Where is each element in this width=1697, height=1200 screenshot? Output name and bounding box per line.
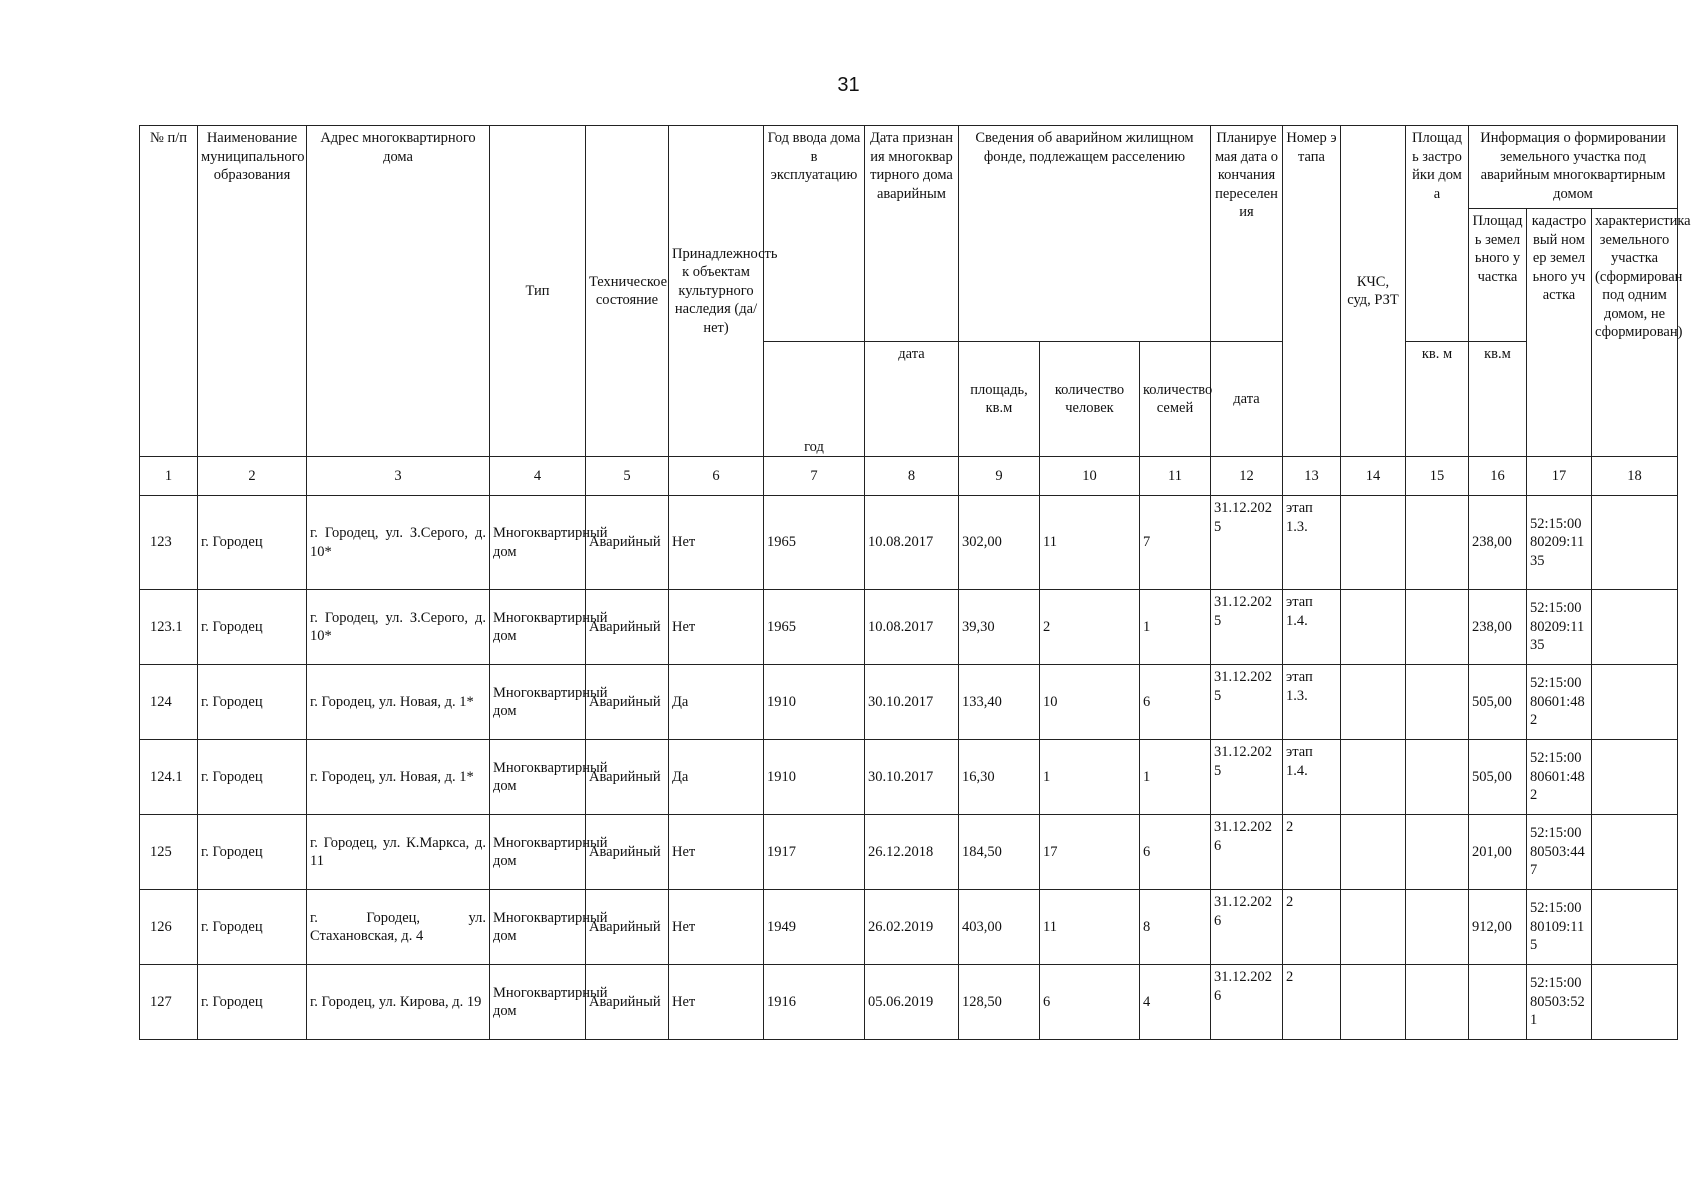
date-recognized-cell: 26.12.2018 — [865, 815, 959, 890]
address-cell: г. Городец, ул. К.Маркса, д. 11 — [307, 815, 490, 890]
column-number: 7 — [764, 457, 865, 496]
planned-date-cell: 31.12.2026 — [1211, 815, 1283, 890]
address-cell: г. Городец, ул. Кирова, д. 19 — [307, 965, 490, 1040]
table-row — [140, 890, 1678, 965]
land-characteristic-cell — [1592, 815, 1678, 890]
land-area-cell: 238,00 — [1469, 590, 1527, 665]
column-number: 6 — [669, 457, 764, 496]
table-row — [140, 665, 1678, 740]
kchs-cell — [1341, 815, 1406, 890]
header-kchs: КЧС, суд, РЗТ — [1341, 126, 1406, 457]
municipality-cell: г. Городец — [198, 965, 307, 1040]
year-cell: 1910 — [764, 740, 865, 815]
year-cell: 1965 — [764, 590, 865, 665]
municipality-cell: г. Городец — [198, 496, 307, 590]
type-cell: Многоквартирный дом — [490, 665, 586, 740]
row-number: 123.1 — [140, 590, 198, 665]
land-characteristic-cell — [1592, 740, 1678, 815]
row-number: 124 — [140, 665, 198, 740]
municipality-cell: г. Городец — [198, 815, 307, 890]
column-number: 4 — [490, 457, 586, 496]
emergency-housing-table — [139, 125, 1691, 1040]
cadastral-number-cell: 52:15:0080209:1135 — [1527, 496, 1592, 590]
address-cell: г. Городец, ул. З.Серого, д. 10* — [307, 496, 490, 590]
cadastral-number-cell: 52:15:0080601:482 — [1527, 665, 1592, 740]
families-cell: 7 — [1140, 496, 1211, 590]
families-cell: 8 — [1140, 890, 1211, 965]
header-people-count: количество человек — [1040, 342, 1140, 457]
stage-cell: этап 1.3. — [1283, 496, 1341, 590]
families-cell: 4 — [1140, 965, 1211, 1040]
people-cell: 10 — [1040, 665, 1140, 740]
row-number: 127 — [140, 965, 198, 1040]
column-number: 12 — [1211, 457, 1283, 496]
heritage-cell: Нет — [669, 590, 764, 665]
column-number: 13 — [1283, 457, 1341, 496]
column-number: 8 — [865, 457, 959, 496]
land-characteristic-cell — [1592, 890, 1678, 965]
stage-cell: этап 1.3. — [1283, 665, 1341, 740]
area-cell: 302,00 — [959, 496, 1040, 590]
condition-cell: Аварийный — [586, 815, 669, 890]
page-number: 31 — [837, 74, 860, 96]
kchs-cell — [1341, 965, 1406, 1040]
header-land-characteristic: характеристика земельного участка (сформирован под одним домом, не сформирован) — [1592, 209, 1678, 457]
condition-cell: Аварийный — [586, 590, 669, 665]
building-area-cell — [1406, 590, 1469, 665]
planned-date-cell: 31.12.2026 — [1211, 890, 1283, 965]
cadastral-number-cell: 52:15:0080209:1135 — [1527, 590, 1592, 665]
year-cell: 1949 — [764, 890, 865, 965]
table-row — [140, 740, 1678, 815]
land-characteristic-cell — [1592, 590, 1678, 665]
header-municipality: Наименование муниципального образования — [198, 126, 307, 457]
header-date-recognized: Дата признания многоквартирного дома аварийным — [865, 126, 959, 342]
land-area-cell: 238,00 — [1469, 496, 1527, 590]
type-cell: Многоквартирный дом — [490, 965, 586, 1040]
land-area-cell: 912,00 — [1469, 890, 1527, 965]
header-family-count: количество семей — [1140, 342, 1211, 457]
column-number: 5 — [586, 457, 669, 496]
area-cell: 184,50 — [959, 815, 1040, 890]
type-cell: Многоквартирный дом — [490, 590, 586, 665]
people-cell: 11 — [1040, 890, 1140, 965]
column-number: 14 — [1341, 457, 1406, 496]
land-area-cell — [1469, 965, 1527, 1040]
column-number: 9 — [959, 457, 1040, 496]
year-cell: 1965 — [764, 496, 865, 590]
families-cell: 1 — [1140, 740, 1211, 815]
year-cell: 1917 — [764, 815, 865, 890]
condition-cell: Аварийный — [586, 740, 669, 815]
year-cell: 1910 — [764, 665, 865, 740]
header-year-commissioned: Год ввода дома в эксплуатацию — [764, 126, 865, 342]
land-area-cell: 201,00 — [1469, 815, 1527, 890]
table-row — [140, 496, 1678, 590]
header-emergency-fund-info: Сведения об аварийном жилищном фонде, подлежащем расселению — [959, 126, 1211, 342]
header-no: № п/п — [140, 126, 198, 457]
kchs-cell — [1341, 665, 1406, 740]
area-cell: 403,00 — [959, 890, 1040, 965]
type-cell: Многоквартирный дом — [490, 740, 586, 815]
planned-date-cell: 31.12.2025 — [1211, 665, 1283, 740]
cadastral-number-cell: 52:15:0080503:521 — [1527, 965, 1592, 1040]
type-cell: Многоквартирный дом — [490, 496, 586, 590]
kchs-cell — [1341, 496, 1406, 590]
type-cell: Многоквартирный дом — [490, 890, 586, 965]
stage-cell: этап 1.4. — [1283, 740, 1341, 815]
date-recognized-cell: 30.10.2017 — [865, 665, 959, 740]
date-recognized-cell: 26.02.2019 — [865, 890, 959, 965]
building-area-cell — [1406, 496, 1469, 590]
municipality-cell: г. Городец — [198, 665, 307, 740]
condition-cell: Аварийный — [586, 965, 669, 1040]
land-area-cell: 505,00 — [1469, 665, 1527, 740]
column-number: 10 — [1040, 457, 1140, 496]
header-planned-date: Планируемая дата окончания переселения — [1211, 126, 1283, 342]
header-land-plot-info: Информация о формировании земельного участка под аварийным многоквартирным домом — [1469, 126, 1678, 209]
table-row — [140, 965, 1678, 1040]
column-number: 16 — [1469, 457, 1527, 496]
header-date-unit: дата — [865, 342, 959, 457]
kchs-cell — [1341, 590, 1406, 665]
header-land-area: Площадь земельного участка — [1469, 209, 1527, 342]
planned-date-cell: 31.12.2026 — [1211, 965, 1283, 1040]
address-cell: г. Городец, ул. З.Серого, д. 10* — [307, 590, 490, 665]
column-number: 3 — [307, 457, 490, 496]
header-land-area-unit: кв.м — [1469, 342, 1527, 457]
column-number: 17 — [1527, 457, 1592, 496]
year-cell: 1916 — [764, 965, 865, 1040]
heritage-cell: Нет — [669, 815, 764, 890]
column-number-row — [140, 457, 1678, 496]
row-number: 125 — [140, 815, 198, 890]
date-recognized-cell: 05.06.2019 — [865, 965, 959, 1040]
header-type: Тип — [490, 126, 586, 457]
table-header — [140, 126, 1691, 496]
heritage-cell: Нет — [669, 890, 764, 965]
area-cell: 133,40 — [959, 665, 1040, 740]
kchs-cell — [1341, 890, 1406, 965]
planned-date-cell: 31.12.2025 — [1211, 496, 1283, 590]
families-cell: 6 — [1140, 665, 1211, 740]
condition-cell: Аварийный — [586, 890, 669, 965]
people-cell: 17 — [1040, 815, 1140, 890]
stage-cell: этап 1.4. — [1283, 590, 1341, 665]
area-cell: 39,30 — [959, 590, 1040, 665]
planned-date-cell: 31.12.2025 — [1211, 590, 1283, 665]
people-cell: 1 — [1040, 740, 1140, 815]
people-cell: 11 — [1040, 496, 1140, 590]
heritage-cell: Да — [669, 665, 764, 740]
cadastral-number-cell: 52:15:0080503:447 — [1527, 815, 1592, 890]
header-year-unit: год — [764, 342, 865, 457]
building-area-cell — [1406, 665, 1469, 740]
header-cadastral-number: кадастровый номер земельного участка — [1527, 209, 1592, 457]
table-row — [140, 815, 1678, 890]
address-cell: г. Городец, ул. Стахановская, д. 4 — [307, 890, 490, 965]
land-area-cell: 505,00 — [1469, 740, 1527, 815]
municipality-cell: г. Городец — [198, 890, 307, 965]
people-cell: 2 — [1040, 590, 1140, 665]
type-cell: Многоквартирный дом — [490, 815, 586, 890]
land-characteristic-cell — [1592, 965, 1678, 1040]
heritage-cell: Нет — [669, 496, 764, 590]
area-cell: 128,50 — [959, 965, 1040, 1040]
municipality-cell: г. Городец — [198, 590, 307, 665]
address-cell: г. Городец, ул. Новая, д. 1* — [307, 665, 490, 740]
condition-cell: Аварийный — [586, 665, 669, 740]
stage-cell: 2 — [1283, 815, 1341, 890]
heritage-cell: Нет — [669, 965, 764, 1040]
header-technical-condition: Техническое состояние — [586, 126, 669, 457]
stage-cell: 2 — [1283, 965, 1341, 1040]
column-number: 11 — [1140, 457, 1211, 496]
condition-cell: Аварийный — [586, 496, 669, 590]
families-cell: 1 — [1140, 590, 1211, 665]
row-number: 123 — [140, 496, 198, 590]
land-characteristic-cell — [1592, 665, 1678, 740]
building-area-cell — [1406, 890, 1469, 965]
header-stage-number: Номер этапа — [1283, 126, 1341, 457]
people-cell: 6 — [1040, 965, 1140, 1040]
address-cell: г. Городец, ул. Новая, д. 1* — [307, 740, 490, 815]
column-number: 15 — [1406, 457, 1469, 496]
header-area-unit: площадь, кв.м — [959, 342, 1040, 457]
header-planned-date-unit: дата — [1211, 342, 1283, 457]
table-body — [140, 496, 1678, 1040]
building-area-cell — [1406, 965, 1469, 1040]
building-area-cell — [1406, 740, 1469, 815]
date-recognized-cell: 10.08.2017 — [865, 590, 959, 665]
kchs-cell — [1341, 740, 1406, 815]
header-building-area-unit: кв. м — [1406, 342, 1469, 457]
date-recognized-cell: 30.10.2017 — [865, 740, 959, 815]
column-number: 2 — [198, 457, 307, 496]
header-building-area: Площадь застройки дома — [1406, 126, 1469, 342]
cadastral-number-cell: 52:15:0080109:115 — [1527, 890, 1592, 965]
land-characteristic-cell — [1592, 496, 1678, 590]
table-row — [140, 590, 1678, 665]
building-area-cell — [1406, 815, 1469, 890]
column-number: 1 — [140, 457, 198, 496]
municipality-cell: г. Городец — [198, 740, 307, 815]
stage-cell: 2 — [1283, 890, 1341, 965]
header-address: Адрес многоквартирного дома — [307, 126, 490, 457]
row-number: 126 — [140, 890, 198, 965]
header-heritage: Принадлежность к объектам культурного наследия (да/нет) — [669, 126, 764, 457]
cadastral-number-cell: 52:15:0080601:482 — [1527, 740, 1592, 815]
area-cell: 16,30 — [959, 740, 1040, 815]
date-recognized-cell: 10.08.2017 — [865, 496, 959, 590]
row-number: 124.1 — [140, 740, 198, 815]
families-cell: 6 — [1140, 815, 1211, 890]
planned-date-cell: 31.12.2025 — [1211, 740, 1283, 815]
heritage-cell: Да — [669, 740, 764, 815]
column-number: 18 — [1592, 457, 1678, 496]
